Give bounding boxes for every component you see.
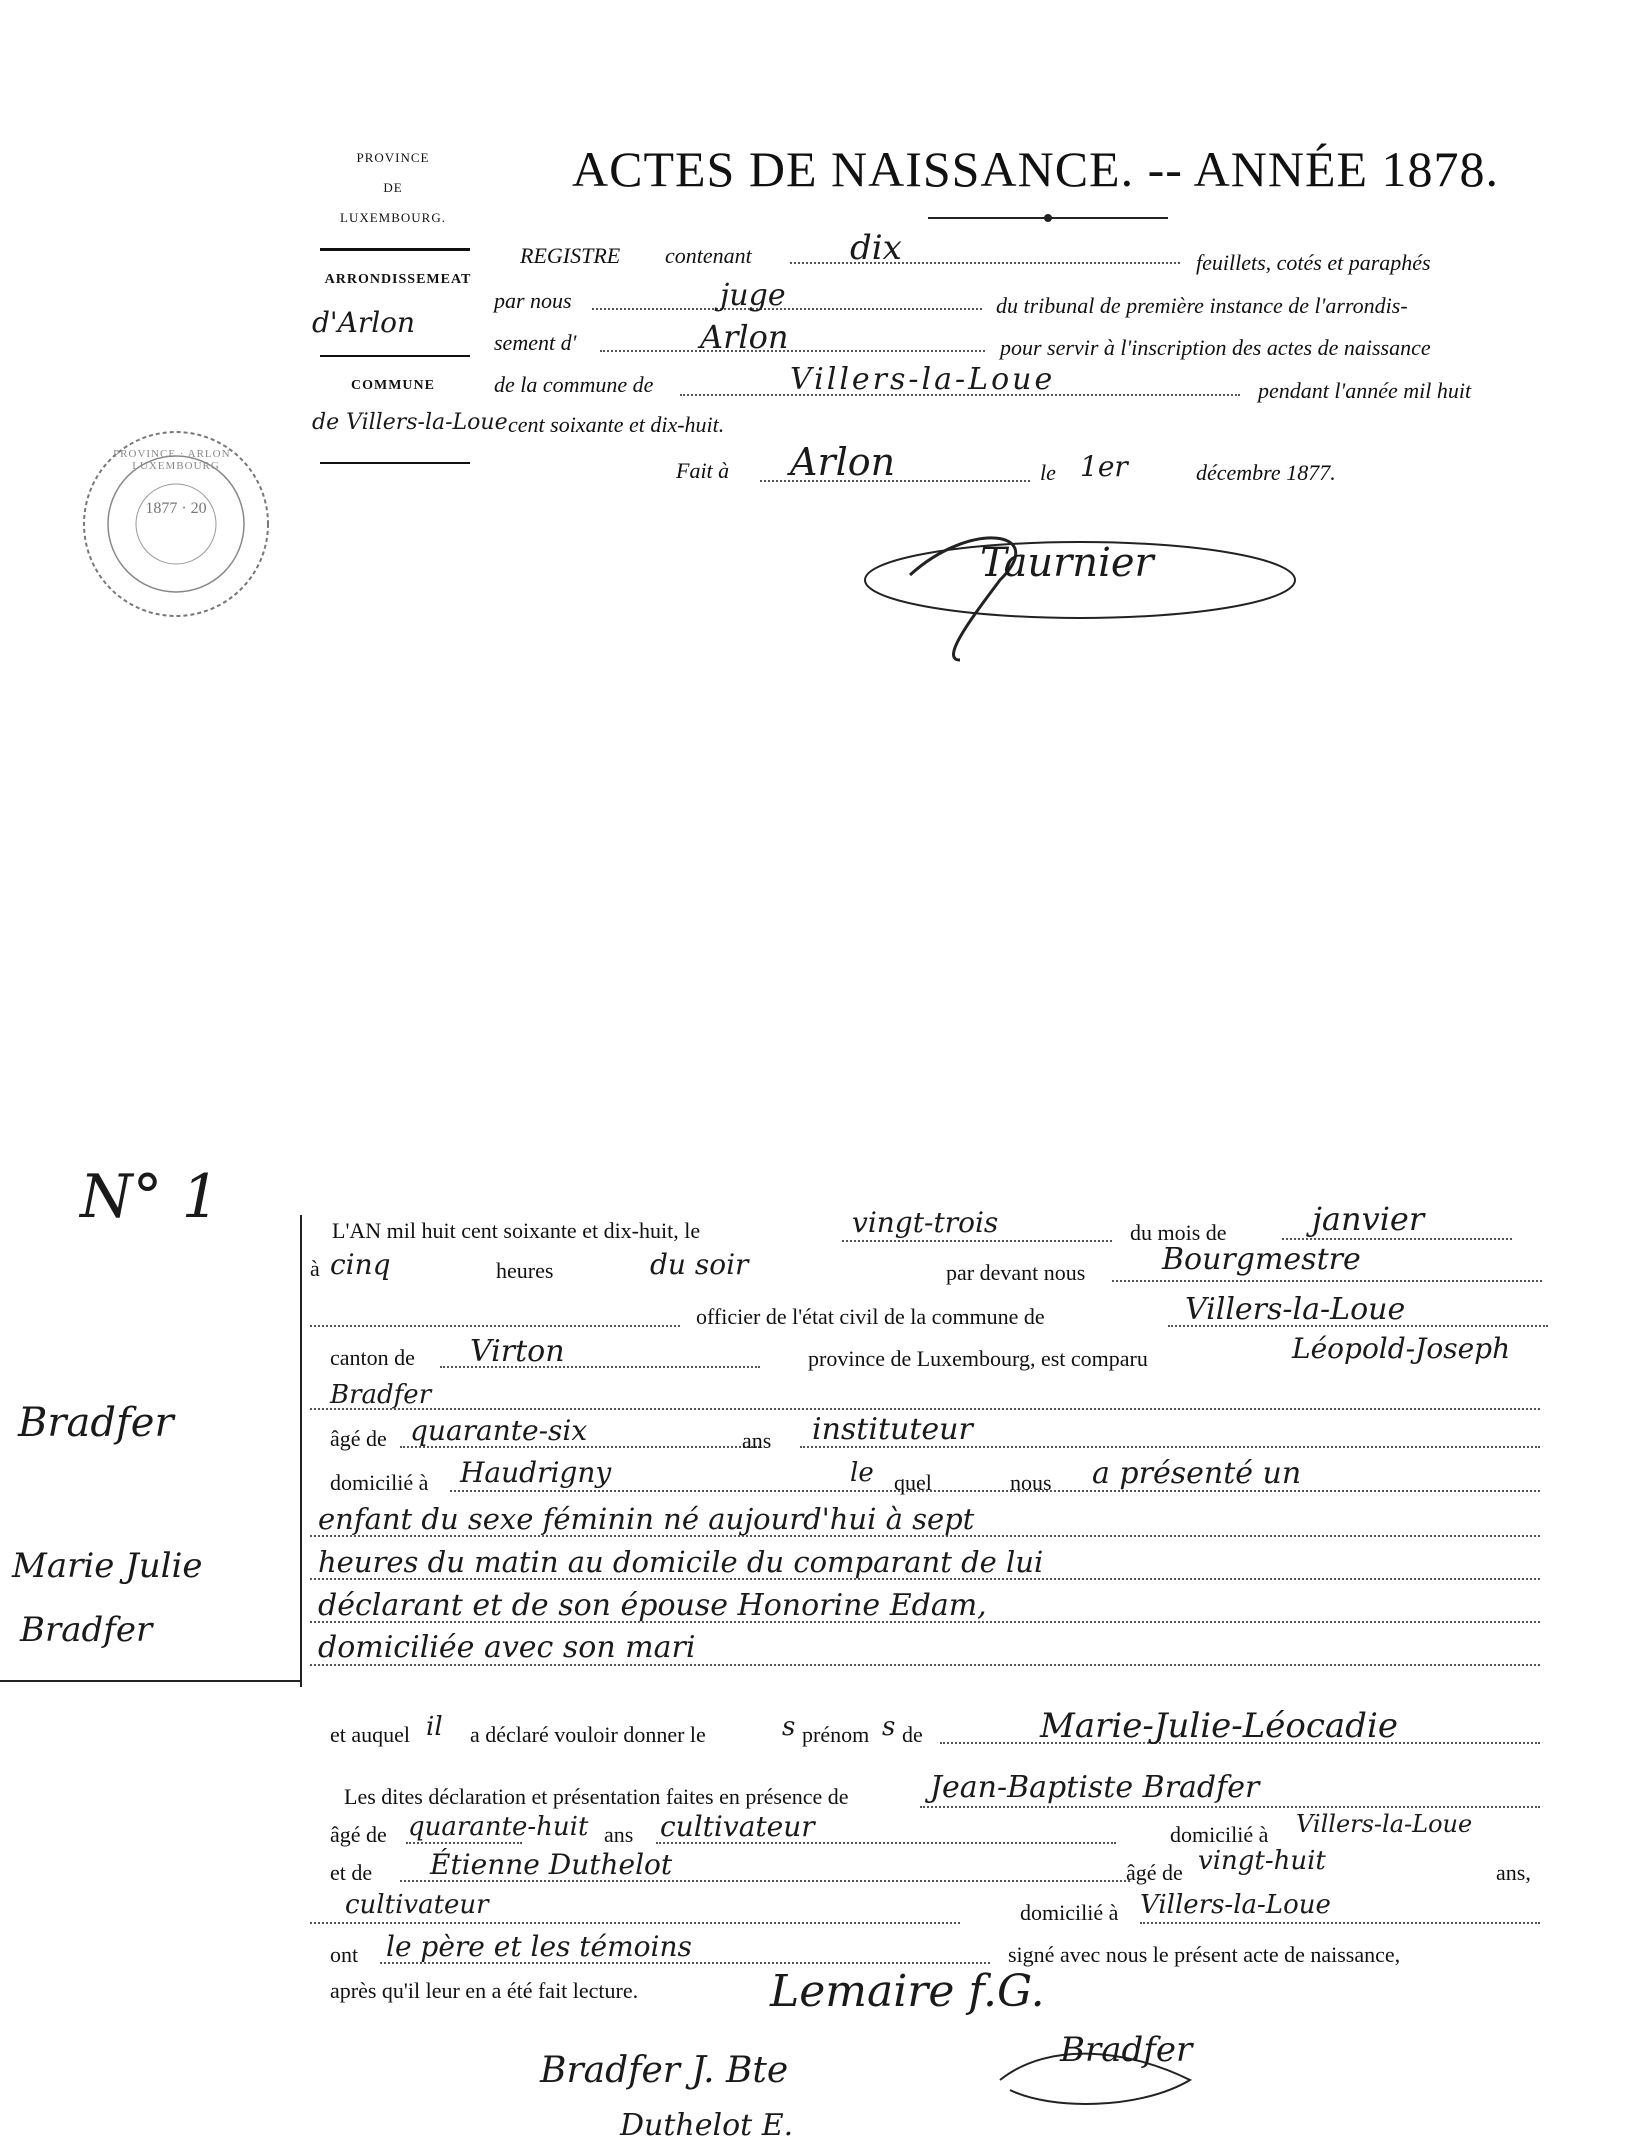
arrondissement-label: ARRONDISSEMEAT: [324, 272, 472, 287]
act-day-value: vingt-trois: [852, 1206, 999, 1239]
fill-line: [310, 1922, 960, 1924]
margin-line: [0, 1680, 300, 1682]
act-handwritten-line3: déclarant et de son épouse Honorine Edam,: [318, 1588, 987, 1623]
act-witness1-domicile: Villers-la-Loue: [1296, 1810, 1473, 1838]
fill-line: [600, 350, 985, 352]
commune-label: COMMUNE: [351, 378, 435, 393]
fill-line: [1282, 1238, 1512, 1240]
witness1-signature: Bradfer J. Bte: [540, 2050, 789, 2091]
act-text: heures: [496, 1258, 554, 1283]
arrondissement-value: d'Arlon: [312, 306, 416, 339]
act-month-value: janvier: [1312, 1200, 1425, 1238]
title-ornament: [928, 210, 1168, 220]
act-text: et auquel: [330, 1722, 411, 1747]
act-text: après qu'il leur en a été fait lecture.: [330, 1978, 639, 2003]
act-witness1-name: Jean-Baptiste Bradfer: [930, 1770, 1260, 1805]
act-declarant-profession: instituteur: [812, 1412, 973, 1447]
fill-line: [842, 1240, 1112, 1242]
register-commune-value: Villers-la-Loue: [790, 362, 1056, 397]
act-text: ans: [604, 1822, 634, 1847]
act-handwritten-line4: domiciliée avec son mari: [318, 1630, 696, 1665]
judge-signature: [850, 510, 1320, 670]
act-witness2-age: vingt-huit: [1198, 1846, 1326, 1876]
fill-line: [920, 1806, 1540, 1808]
register-text: le: [1040, 460, 1056, 485]
act-text: prénom: [802, 1722, 870, 1747]
act-text: domicilié à: [330, 1470, 429, 1495]
act-plural-value: s: [782, 1712, 796, 1742]
act-declarant-surname: Bradfer: [330, 1380, 432, 1410]
register-judge-value: juge: [720, 278, 786, 313]
register-text: de la commune de: [494, 372, 654, 397]
register-day-value: 1er: [1080, 450, 1128, 483]
act-text-hw: le: [850, 1458, 874, 1488]
register-text: pendant l'année mil huit: [1258, 378, 1472, 403]
act-text: a déclaré vouloir donner le: [470, 1722, 706, 1747]
page-title: ACTES DE NAISSANCE. -- ANNÉE 1878.: [572, 141, 1500, 197]
fill-line: [1112, 1280, 1542, 1282]
act-text: ans,: [1496, 1860, 1531, 1885]
act-text: ans: [742, 1428, 772, 1453]
act-commune-value: Villers-la-Loue: [1185, 1292, 1406, 1327]
act-text: par devant nous: [946, 1260, 1086, 1285]
margin-line: [300, 1215, 302, 1687]
act-number: N° 1: [80, 1162, 220, 1232]
register-text: décembre 1877.: [1196, 460, 1336, 485]
fill-line: [1140, 1922, 1540, 1924]
act-hour-value: cinq: [330, 1248, 391, 1281]
act-declarant-firstname: Léopold-Joseph: [1292, 1332, 1511, 1365]
margin-name-given: Marie Julie: [12, 1546, 203, 1586]
act-declarant-age: quarante-six: [410, 1414, 588, 1447]
fill-line: [790, 262, 1180, 264]
act-signatories-value: le père et les témoins: [386, 1930, 692, 1963]
header-rule: [320, 248, 470, 251]
fill-line: [406, 1842, 522, 1844]
witness2-signature: Duthelot E.: [620, 2108, 794, 2143]
act-officer-value: Bourgmestre: [1162, 1242, 1361, 1277]
registre-label: REGISTRE: [520, 243, 621, 268]
fill-line: [310, 1325, 680, 1327]
act-witness1-profession: cultivateur: [660, 1810, 815, 1843]
act-canton-value: Virton: [470, 1334, 565, 1369]
seal-center-text: 1877 · 20: [145, 500, 207, 517]
act-declarant-domicile: Haudrigny: [460, 1456, 612, 1489]
act-text: domicilié à: [1020, 1900, 1119, 1925]
margin-name-surname2: Bradfer: [20, 1610, 153, 1650]
act-handwritten-line2: heures du matin au domicile du comparant de lui: [318, 1545, 1044, 1579]
judge-signature-text: Taurnier: [980, 540, 1154, 586]
act-text: à: [310, 1256, 320, 1281]
register-text: du tribunal de première instance de l'arrondis-: [996, 293, 1408, 318]
act-plural-value: s: [882, 1712, 896, 1742]
act-text: âgé de: [330, 1426, 387, 1451]
province-label: PROVINCE: [356, 150, 430, 165]
register-text: par nous: [494, 288, 572, 313]
act-text: L'AN mil huit cent soixante et dix-huit, le: [332, 1218, 701, 1243]
register-text: contenant: [665, 243, 752, 268]
register-text: feuillets, cotés et paraphés: [1196, 250, 1431, 275]
luxembourg-label: LUXEMBOURG.: [340, 210, 446, 225]
register-folio-value: dix: [850, 228, 902, 268]
act-text: domicilié à: [1170, 1822, 1269, 1847]
margin-name-surname: Bradfer: [18, 1400, 174, 1446]
act-handwritten-line1: enfant du sexe féminin né aujourd'hui à sept: [318, 1502, 975, 1536]
act-text: officier de l'état civil de la commune de: [696, 1304, 1045, 1329]
act-presented-value: a présenté un: [1092, 1456, 1302, 1491]
declarant-signature: Bradfer: [1060, 2030, 1193, 2070]
act-text: signé avec nous le présent acte de naissance,: [1008, 1942, 1401, 1967]
fill-line: [450, 1490, 1540, 1492]
fill-line: [310, 1408, 1540, 1410]
act-witness2-domicile: Villers-la-Loue: [1140, 1890, 1331, 1920]
de-label: DE: [383, 180, 403, 195]
act-text: âgé de: [330, 1822, 387, 1847]
act-witness1-age: quarante-huit: [408, 1812, 589, 1842]
act-pronoun-value: il: [426, 1712, 443, 1742]
act-time-value: du soir: [650, 1248, 749, 1281]
register-place-value: Arlon: [790, 440, 896, 484]
register-text: pour servir à l'inscription des actes de naissance: [1000, 335, 1431, 360]
act-text: de: [902, 1722, 923, 1747]
register-text: cent soixante et dix-huit.: [508, 412, 725, 437]
act-text: du mois de: [1130, 1220, 1227, 1245]
act-text: nous: [1010, 1470, 1052, 1495]
act-text: âgé de: [1126, 1860, 1183, 1885]
header-rule: [320, 355, 470, 357]
act-text: province de Luxembourg, est comparu: [808, 1346, 1148, 1371]
act-witness2-name: Étienne Duthelot: [430, 1848, 673, 1881]
seal-ring-text: PROVINCE · ARLON · LUXEMBOURG: [113, 448, 239, 472]
register-text: Fait à: [676, 458, 730, 483]
act-text: et de: [330, 1860, 373, 1885]
officer-signature: Lemaire f.G.: [770, 1966, 1045, 2017]
act-text: quel: [894, 1470, 932, 1495]
commune-value: de Villers-la-Loue: [312, 410, 508, 435]
register-arrondissement-value: Arlon: [700, 318, 789, 356]
act-text: canton de: [330, 1345, 415, 1370]
act-text: Les dites déclaration et présentation faites en présence de: [344, 1784, 849, 1809]
register-text: sement d': [494, 330, 577, 355]
act-witness2-profession: cultivateur: [345, 1890, 489, 1920]
act-text: ont: [330, 1942, 359, 1967]
act-child-name: Marie-Julie-Léocadie: [1040, 1706, 1398, 1746]
fill-line: [592, 308, 982, 310]
header-rule: [320, 462, 470, 464]
